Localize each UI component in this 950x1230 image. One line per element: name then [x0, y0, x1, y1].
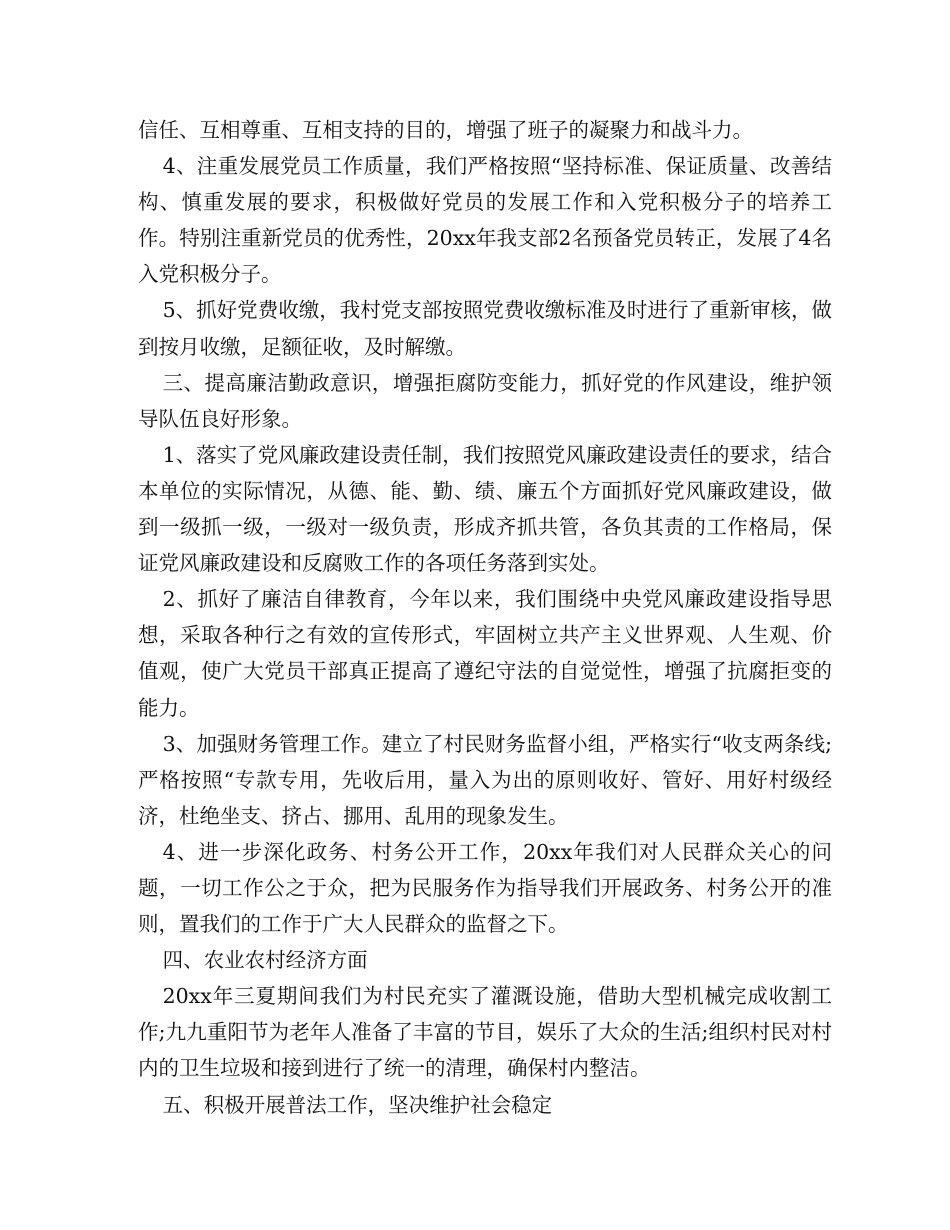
paragraph-section-five-heading: 五、积极开展普法工作，坚决维护社会稳定 [162, 1092, 553, 1117]
paragraph-affairs-disclosure: 4、进一步深化政务、村务公开工作，20xx年我们对人民群众关心的问题，一切工作公之于众，把为民服务作为指导我们开展政务、村务公开的准则，置我们的工作于广大人民群众的监督之下。 [138, 839, 832, 937]
paragraph-section-three-heading: 三、提高廉洁勤政意识，增强拒腐防变能力，抓好党的作风建设，维护领导队伍良好形象。 [138, 370, 832, 431]
paragraph-section-four-heading: 四、农业农村经济方面 [162, 948, 368, 973]
paragraph-continued: 信任、互相尊重、互相支持的目的，增强了班子的凝聚力和战斗力。 [138, 118, 753, 142]
paragraph-party-dues: 5、抓好党费收缴，我村党支部按照党费收缴标准及时进行了重新审核，做到按月收缴，足额征收，及时解缴。 [138, 298, 832, 359]
paragraph-party-member-development: 4、注重发展党员工作质量，我们严格按照“坚持标准、保证质量、改善结构、慎重发展的要求，积极做好党员的发展工作和入党积极分子的培养工作。特别注重新党员的优秀性，20xx年我支部2名预备党员转正，发展了4名入党积极分子。 [138, 154, 832, 287]
paragraph-self-discipline-education: 2、抓好了廉洁自律教育，今年以来，我们围绕中央党风廉政建设指导思想，采取各种行之有效的宣传形式，牢固树立共产主义世界观、人生观、价值观，使广大党员干部真正提高了遵纪守法的自觉觉性，增强了抗腐拒变的能力。 [138, 587, 832, 720]
paragraph-financial-management: 3、加强财务管理工作。建立了村民财务监督小组，严格实行“收支两条线;严格按照“专款专用，先收后用，量入为出的原则收好、管好、用好村级经济，杜绝坐支、挤占、挪用、乱用的现象发生。 [138, 731, 832, 828]
paragraph-responsibility-system: 1、落实了党风廉政建设责任制，我们按照党风廉政建设责任的要求，结合本单位的实际情况，从德、能、勤、绩、廉五个方面抓好党风廉政建设，做到一级抓一级，一级对一级负责，形成齐抓共管，各负其责的工作格局，保证党风廉政建设和反腐败工作的各项任务落到实处。 [138, 442, 832, 576]
paragraph-rural-economy: 20xx年三夏期间我们为村民充实了灌溉设施，借助大型机械完成收割工作;九九重阳节为老年人准备了丰富的节目，娱乐了大众的生活;组织村民对村内的卫生垃圾和接到进行了统一的清理，确保村内整洁。 [138, 984, 832, 1081]
document-body [138, 112, 832, 1123]
